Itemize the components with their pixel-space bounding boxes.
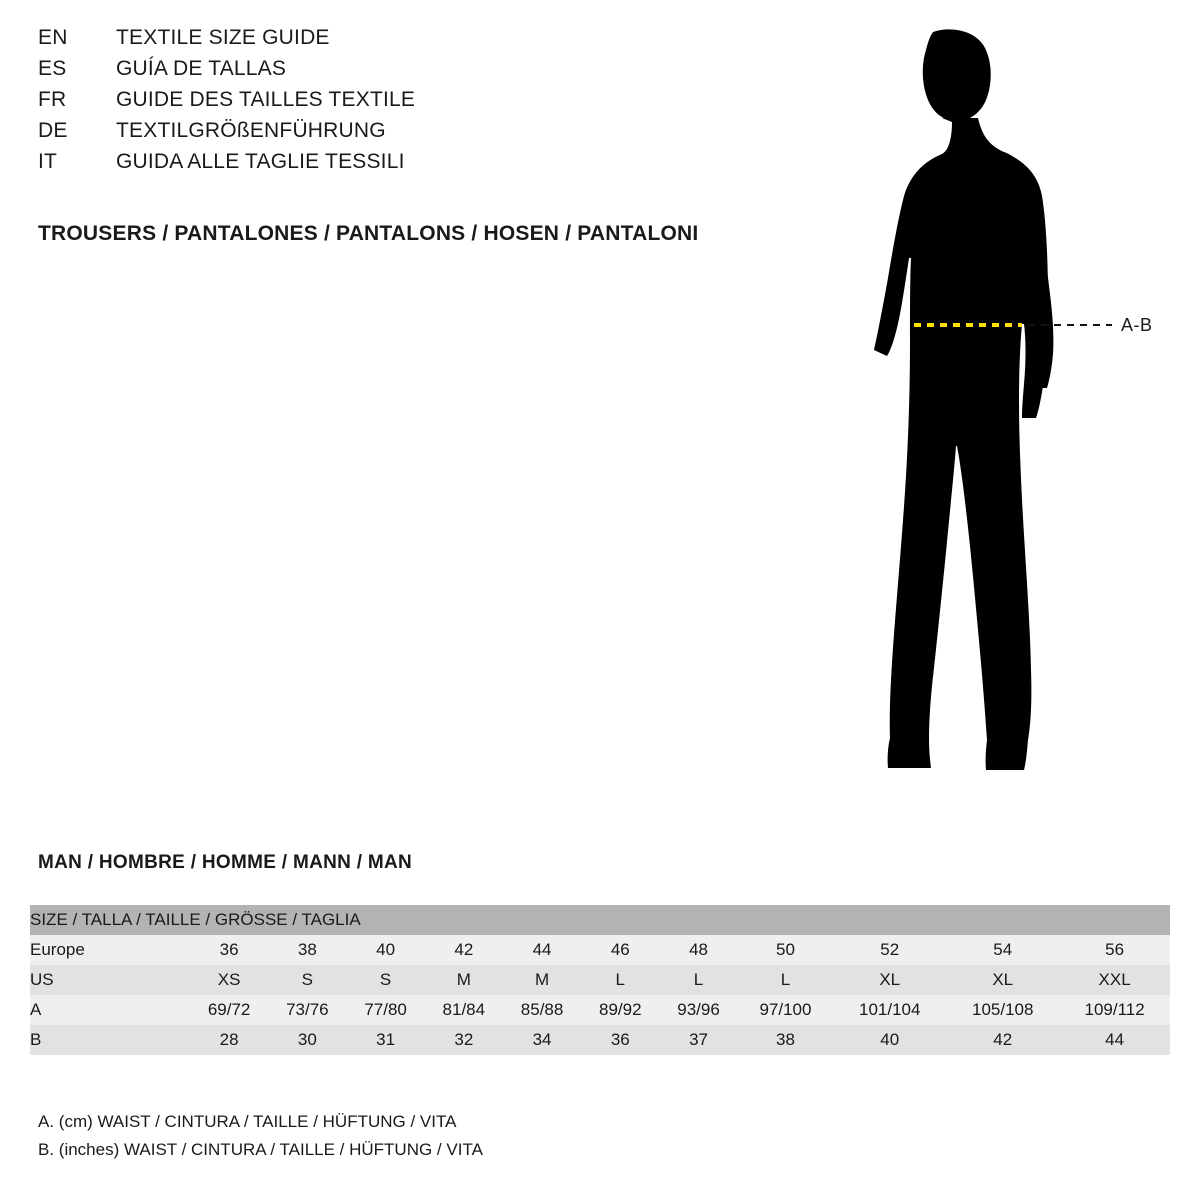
table-cell: 73/76 xyxy=(286,1000,329,1019)
table-cell: 36 xyxy=(219,940,239,959)
table-cell: XL xyxy=(879,970,901,989)
garment-type-label: TROUSERS / PANTALONES / PANTALONS / HOSEN / PANTALONI xyxy=(38,222,699,245)
table-cell: 85/88 xyxy=(520,1000,564,1019)
table-cell: S xyxy=(301,970,314,989)
language-title: TEXTILGRÖßENFÜHRUNG xyxy=(116,119,386,142)
language-row xyxy=(38,150,798,181)
table-cell: M xyxy=(534,970,550,989)
language-code: IT xyxy=(38,150,58,173)
language-code: DE xyxy=(38,119,68,142)
table-cell: M xyxy=(456,970,471,989)
table-cell: 101/104 xyxy=(859,1000,921,1019)
table-cell: 30 xyxy=(297,1030,317,1049)
table-row xyxy=(30,995,1170,1025)
table-row xyxy=(30,965,1170,995)
language-code: EN xyxy=(38,26,68,49)
language-code: ES xyxy=(38,57,67,80)
table-cell: 36 xyxy=(610,1030,630,1049)
table-cell: 46 xyxy=(610,940,630,959)
measure-label: A-B xyxy=(1121,315,1153,335)
table-cell: 42 xyxy=(993,1030,1013,1049)
language-row xyxy=(38,88,798,119)
table-cell: 50 xyxy=(775,940,795,959)
table-cell: XXL xyxy=(1098,970,1131,989)
table-cell: 34 xyxy=(532,1030,552,1049)
language-title: TEXTILE SIZE GUIDE xyxy=(116,26,330,49)
table-cell: L xyxy=(615,970,626,989)
table-cell: L xyxy=(780,970,791,989)
table-cell: 40 xyxy=(880,1030,900,1049)
language-title: GUÍA DE TALLAS xyxy=(116,57,287,80)
table-cell: 93/96 xyxy=(677,1000,720,1019)
language-title: GUIDA ALLE TAGLIE TESSILI xyxy=(116,150,405,173)
table-cell: 37 xyxy=(689,1030,708,1049)
table-cell: L xyxy=(693,970,704,989)
table-cell: 42 xyxy=(454,940,474,959)
size-table xyxy=(30,905,1170,1055)
table-cell: 77/80 xyxy=(364,1000,407,1019)
table-header-label: SIZE / TALLA / TAILLE / GRÖSSE / TAGLIA xyxy=(30,905,1170,935)
table-cell: 38 xyxy=(297,940,317,959)
row-label: US xyxy=(30,970,54,989)
table-cell: 56 xyxy=(1105,940,1125,959)
table-cell: 52 xyxy=(880,940,900,959)
row-label: Europe xyxy=(30,940,85,959)
table-cell: 109/112 xyxy=(1084,1000,1145,1019)
table-cell: 69/72 xyxy=(207,1000,251,1019)
table-cell: 28 xyxy=(219,1030,239,1049)
language-title-block xyxy=(38,26,798,181)
table-cell: S xyxy=(379,970,392,989)
table-cell: 44 xyxy=(532,940,552,959)
table-cell: 54 xyxy=(993,940,1013,959)
table-cell: 97/100 xyxy=(759,1000,812,1019)
table-section-title: MAN / HOMBRE / HOMME / MANN / MAN xyxy=(38,852,413,873)
language-row xyxy=(38,26,798,57)
table-cell: 44 xyxy=(1105,1030,1125,1049)
table-row xyxy=(30,1025,1170,1055)
table-cell: 48 xyxy=(689,940,708,959)
figure-illustration xyxy=(790,10,1190,800)
table-cell: XL xyxy=(992,970,1014,989)
table-cell: 105/108 xyxy=(972,1000,1034,1019)
table-cell: XS xyxy=(217,970,241,989)
language-row xyxy=(38,119,798,150)
table-cell: 81/84 xyxy=(442,1000,486,1019)
row-label: A xyxy=(30,1000,42,1019)
male-silhouette xyxy=(874,29,1053,770)
footnotes xyxy=(38,1108,483,1164)
table-cell: 40 xyxy=(376,940,396,959)
row-label: B xyxy=(30,1030,42,1049)
table-cell: 89/92 xyxy=(599,1000,642,1019)
table-cell: 31 xyxy=(376,1030,396,1049)
footnote-a: A. (cm) WAIST / CINTURA / TAILLE / HÜFTUNG / VITA xyxy=(38,1112,457,1131)
language-row xyxy=(38,57,798,88)
table-cell: 32 xyxy=(454,1030,474,1049)
footnote-b: B. (inches) WAIST / CINTURA / TAILLE / HÜFTUNG / VITA xyxy=(38,1140,483,1159)
table-header-row xyxy=(30,905,1170,935)
language-title: GUIDE DES TAILLES TEXTILE xyxy=(116,88,416,111)
table-row xyxy=(30,935,1170,965)
language-code: FR xyxy=(38,88,67,111)
table-cell: 38 xyxy=(775,1030,795,1049)
